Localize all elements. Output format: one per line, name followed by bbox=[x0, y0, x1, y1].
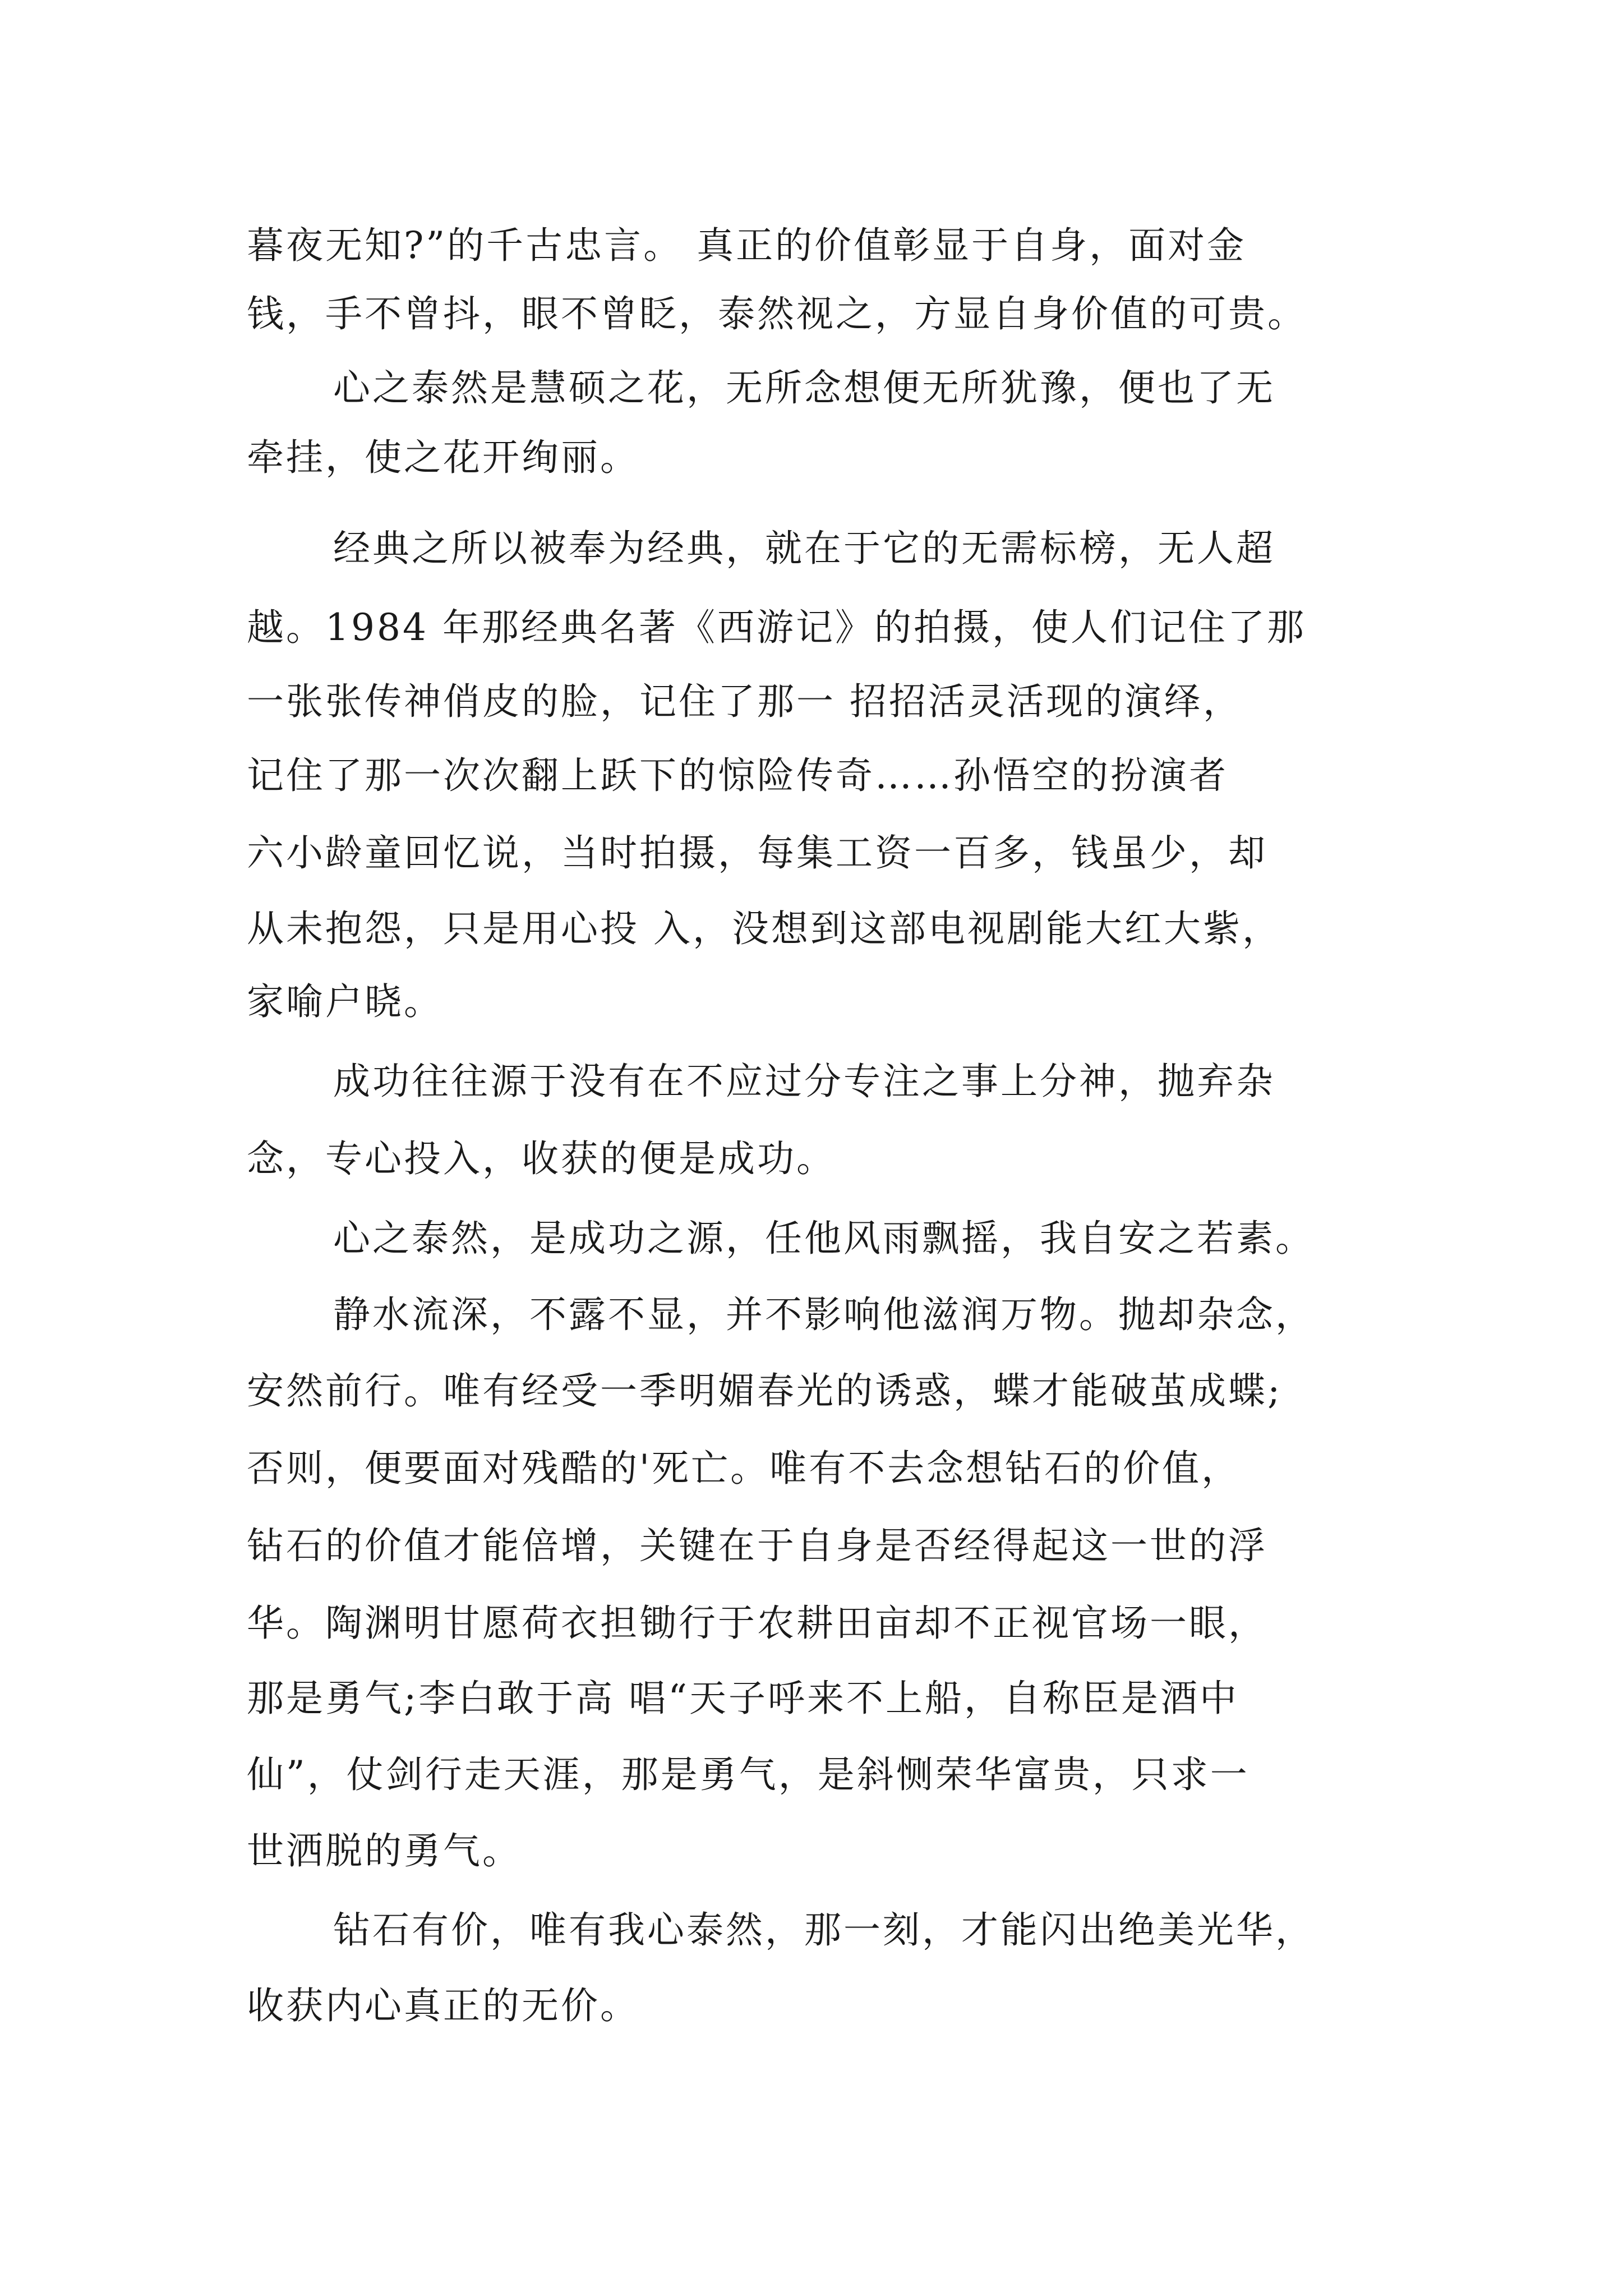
text-line: 安然前行。唯有经受一季明媚春光的诱惑，蝶才能破茧成蝶; bbox=[247, 1369, 1283, 1412]
text-line: 华。陶渊明甘愿荷衣担锄行于农耕田亩却不正视官场一眼， bbox=[247, 1602, 1267, 1645]
paragraph-first-line: 静水流深，不露不显，并不影响他滋润万物。抛却杂念， bbox=[333, 1293, 1315, 1336]
text-line: 牵挂，使之花开绚丽。 bbox=[247, 436, 639, 479]
paragraph-first-line: 经典之所以被奉为经典，就在于它的无需标榜，无人超 bbox=[333, 527, 1275, 570]
text-line: 世洒脱的勇气。 bbox=[247, 1829, 522, 1872]
text-line: 否则，便要面对残酷的'死亡。唯有不去念想钻石的价值， bbox=[247, 1447, 1241, 1490]
text-line: 记住了那一次次翻上跃下的惊险传奇……孙悟空的扮演者 bbox=[247, 754, 1228, 797]
text-line: 念，专心投入，收获的便是成功。 bbox=[247, 1137, 836, 1180]
paragraph-first-line: 心之泰然是慧硕之花，无所念想便无所犹豫，便也了无 bbox=[333, 366, 1275, 409]
text-line: 从未抱怨，只是用心投 入，没想到这部电视剧能大红大紫， bbox=[247, 907, 1281, 950]
paragraph-first-line: 钻石有价，唯有我心泰然，那一刻，才能闪出绝美光华， bbox=[333, 1908, 1315, 1952]
paragraph-first-line: 成功往往源于没有在不应过分专注之事上分神，抛弃杂 bbox=[333, 1060, 1275, 1103]
text-line: 一张张传神俏皮的脸，记住了那一 招招活灵活现的演绎， bbox=[247, 680, 1242, 723]
text-line: 那是勇气;李白敢于高 唱“天子呼来不上船，自称臣是酒中 bbox=[247, 1677, 1239, 1720]
text-line: 家喻户晓。 bbox=[247, 980, 443, 1023]
text-line: 收获内心真正的无价。 bbox=[247, 1984, 639, 2027]
text-line: 钻石的价值才能倍增，关键在于自身是否经得起这一世的浮 bbox=[247, 1524, 1267, 1567]
text-line: 钱，手不曾抖，眼不曾眨，泰然视之，方显自身价值的可贵。 bbox=[247, 292, 1307, 335]
text-line: 越。1984 年那经典名著《西游记》的拍摄，使人们记住了那 bbox=[247, 606, 1306, 649]
text-line: 暮夜无知?”的千古忠言。 真正的价值彰显于自身，面对金 bbox=[247, 224, 1247, 267]
paragraph-first-line: 心之泰然，是成功之源，任他风雨飘摇，我自安之若素。 bbox=[333, 1217, 1315, 1260]
text-line: 六小龄童回忆说，当时拍摄，每集工资一百多，钱虽少，却 bbox=[247, 831, 1267, 875]
text-line: 仙”，仗剑行走天涯，那是勇气，是斜恻荣华富贵，只求一 bbox=[247, 1753, 1249, 1796]
